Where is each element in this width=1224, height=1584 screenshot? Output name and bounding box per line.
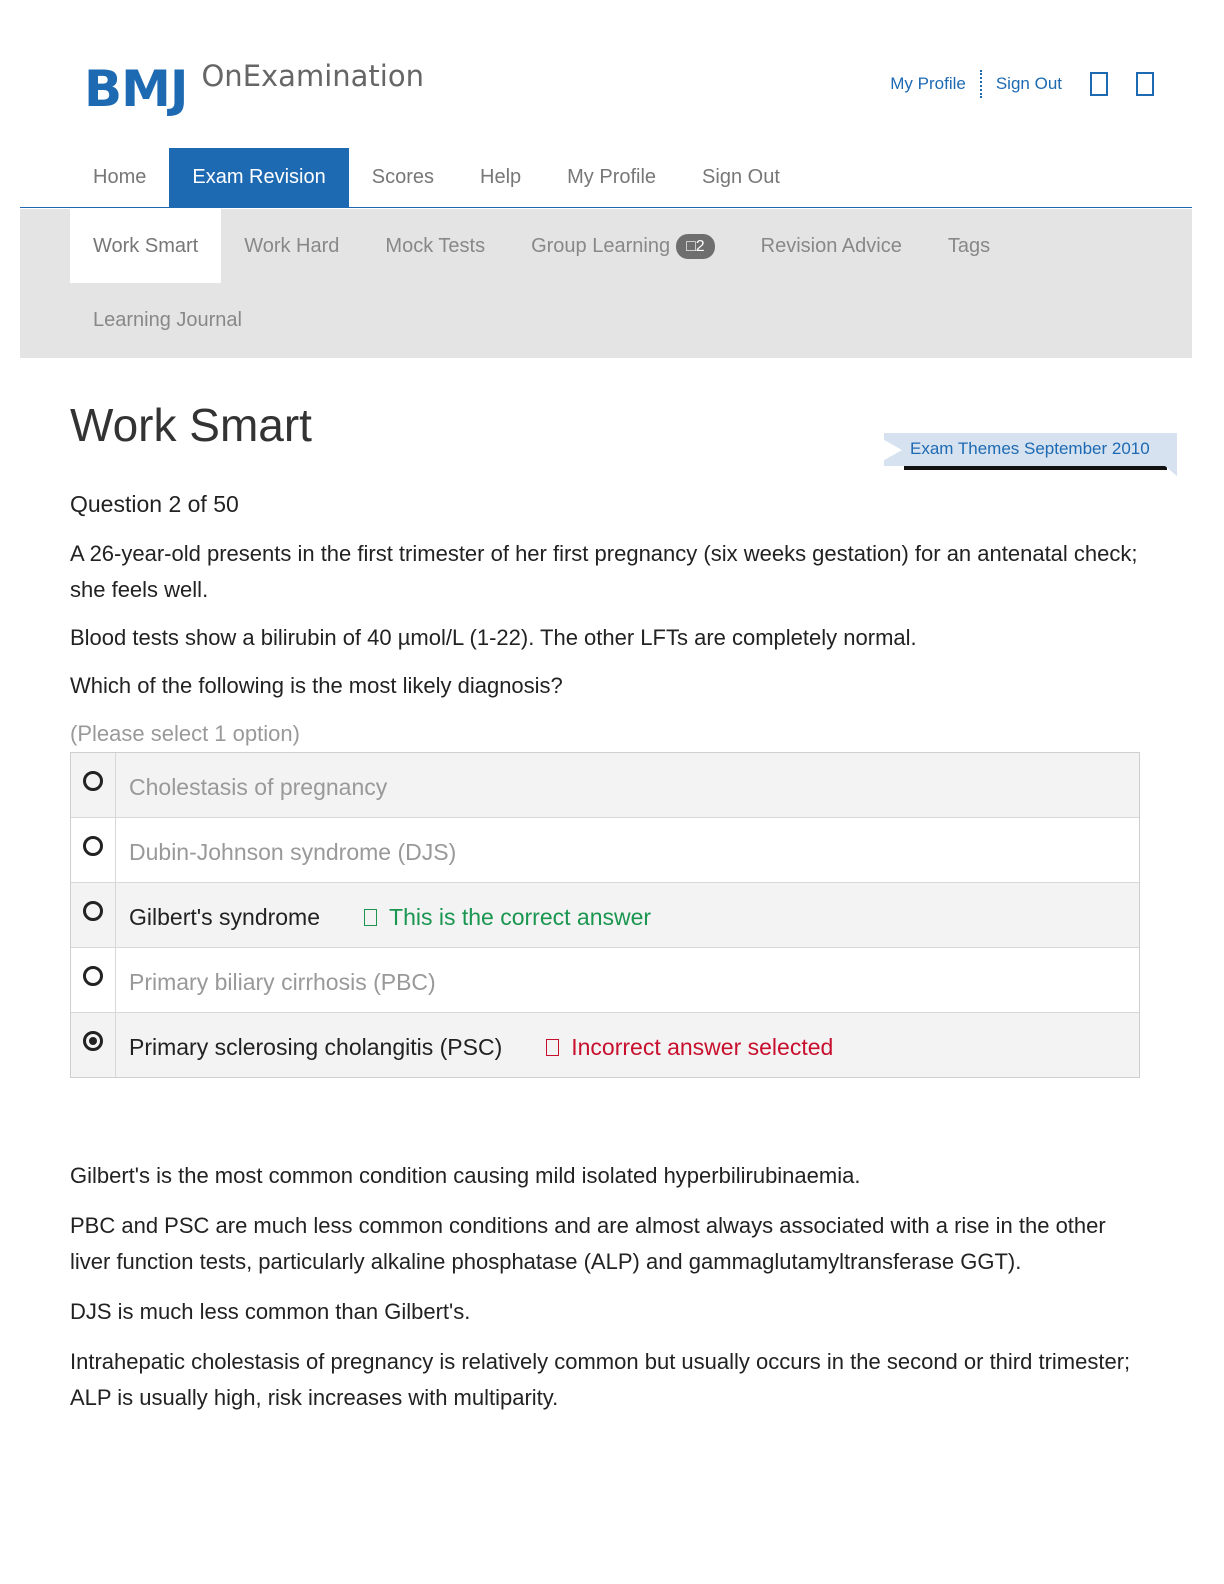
radio-button[interactable] — [83, 901, 103, 921]
tab-my-profile[interactable]: My Profile — [567, 166, 657, 188]
answer-option[interactable] — [71, 818, 1139, 883]
radio-button[interactable] — [83, 966, 103, 986]
top-sign-out-link[interactable]: Sign Out — [995, 74, 1062, 93]
sub-nav — [20, 209, 1192, 358]
exam-theme-tag[interactable] — [872, 433, 1177, 479]
logo-brand: BMJ — [84, 60, 188, 118]
logo-product: OnExamination — [201, 59, 424, 93]
subtab-work-hard[interactable] — [221, 209, 362, 283]
option-label: Dubin-Johnson syndrome (DJS) — [129, 839, 457, 866]
subtab-label: Mock Tests — [385, 235, 486, 257]
answer-option-correct[interactable] — [71, 883, 1139, 948]
answer-option[interactable] — [71, 753, 1139, 818]
bmj-logo[interactable] — [84, 60, 424, 130]
feedback-text: Incorrect answer selected — [571, 1034, 834, 1061]
option-label: Primary biliary cirrhosis (PBC) — [129, 969, 436, 996]
correct-feedback — [364, 904, 651, 931]
page-title: Work Smart — [70, 399, 312, 451]
cross-icon — [546, 1039, 559, 1056]
radio-button[interactable] — [83, 771, 103, 791]
incorrect-feedback — [546, 1034, 833, 1061]
question-stem: Blood tests show a bilirubin of 40 µmol/L (1-22). The other LFTs are completely normal. — [70, 624, 917, 650]
subtab-group-learning[interactable] — [508, 209, 738, 283]
option-text-cell — [116, 883, 651, 947]
theme-tag-tip — [1165, 466, 1177, 476]
subtab-mock-tests[interactable] — [362, 209, 508, 283]
radio-button-selected[interactable] — [83, 1031, 103, 1051]
explanation-paragraph: DJS is much less common than Gilbert's. — [70, 1298, 471, 1324]
question-number: Question 2 of 50 — [70, 491, 239, 517]
option-label: Primary sclerosing cholangitis (PSC) — [129, 1034, 503, 1061]
radio-cell — [71, 883, 116, 947]
top-links — [890, 70, 1154, 98]
option-text-cell — [116, 1013, 833, 1077]
tab-exam-revision[interactable]: Exam Revision — [169, 148, 348, 208]
subtab-tags[interactable] — [925, 209, 1013, 283]
question-section — [70, 490, 1140, 1430]
check-icon — [364, 909, 377, 926]
tab-help[interactable]: Help — [480, 166, 522, 188]
explanation-paragraph: Gilbert's is the most common condition causing mild isolated hyperbilirubinaemia. — [70, 1162, 861, 1188]
feedback-text: This is the correct answer — [389, 904, 652, 931]
subtab-label: Learning Journal — [93, 309, 242, 331]
answer-option-selected[interactable] — [71, 1013, 1139, 1077]
radio-cell — [71, 1013, 116, 1077]
theme-tag-label: Exam Themes September 2010 — [910, 439, 1150, 458]
tab-sign-out[interactable]: Sign Out — [702, 166, 780, 188]
tab-scores[interactable]: Scores — [371, 166, 434, 188]
subtab-revision-advice[interactable] — [738, 209, 925, 283]
option-label: Gilbert's syndrome — [129, 904, 321, 931]
radio-button[interactable] — [83, 836, 103, 856]
option-label: Cholestasis of pregnancy — [129, 774, 388, 801]
explanation — [70, 1158, 1140, 1416]
login-icon[interactable] — [1090, 72, 1108, 96]
answer-option[interactable] — [71, 948, 1139, 1013]
subtab-label: Work Hard — [244, 235, 340, 257]
answer-options — [70, 752, 1140, 1078]
radio-cell — [71, 753, 116, 817]
question-prompt: Which of the following is the most likely diagnosis? — [70, 672, 563, 698]
link-separator — [980, 70, 982, 98]
subtab-label: Work Smart — [93, 235, 199, 257]
top-my-profile-link[interactable]: My Profile — [890, 74, 966, 93]
subtab-label: Tags — [947, 235, 991, 257]
radio-cell — [71, 818, 116, 882]
badge-count: 2 — [695, 237, 705, 255]
radio-cell — [71, 948, 116, 1012]
theme-tag-underline — [904, 466, 1167, 470]
group-icon: □ — [686, 237, 696, 255]
tab-home[interactable]: Home — [93, 166, 147, 188]
explanation-paragraph: PBC and PSC are much less common conditions and are almost always associated with a rise in the other liver function tests, particularly alkaline phosphatase (ALP) and gammaglutamyltransferase GGT). — [70, 1212, 1106, 1274]
explanation-paragraph: Intrahepatic cholestasis of pregnancy is relatively common but usually occurs in the second or third trimester; ALP is usually high, risk increases with multiparity. — [70, 1348, 1131, 1410]
menu-icon[interactable] — [1136, 72, 1154, 96]
subtab-work-smart[interactable] — [70, 209, 221, 283]
main-nav — [20, 148, 1192, 208]
theme-tag-notch — [872, 433, 902, 467]
subtab-learning-journal[interactable] — [70, 283, 265, 357]
question-stem: A 26-year-old presents in the first trimester of her first pregnancy (six weeks gestation) for an antenatal check; she feels well. — [70, 540, 1138, 602]
subtab-label: Revision Advice — [760, 235, 902, 257]
group-count-badge — [676, 234, 715, 259]
subtab-label: Group Learning — [531, 235, 671, 257]
select-instruction: (Please select 1 option) — [70, 720, 300, 746]
